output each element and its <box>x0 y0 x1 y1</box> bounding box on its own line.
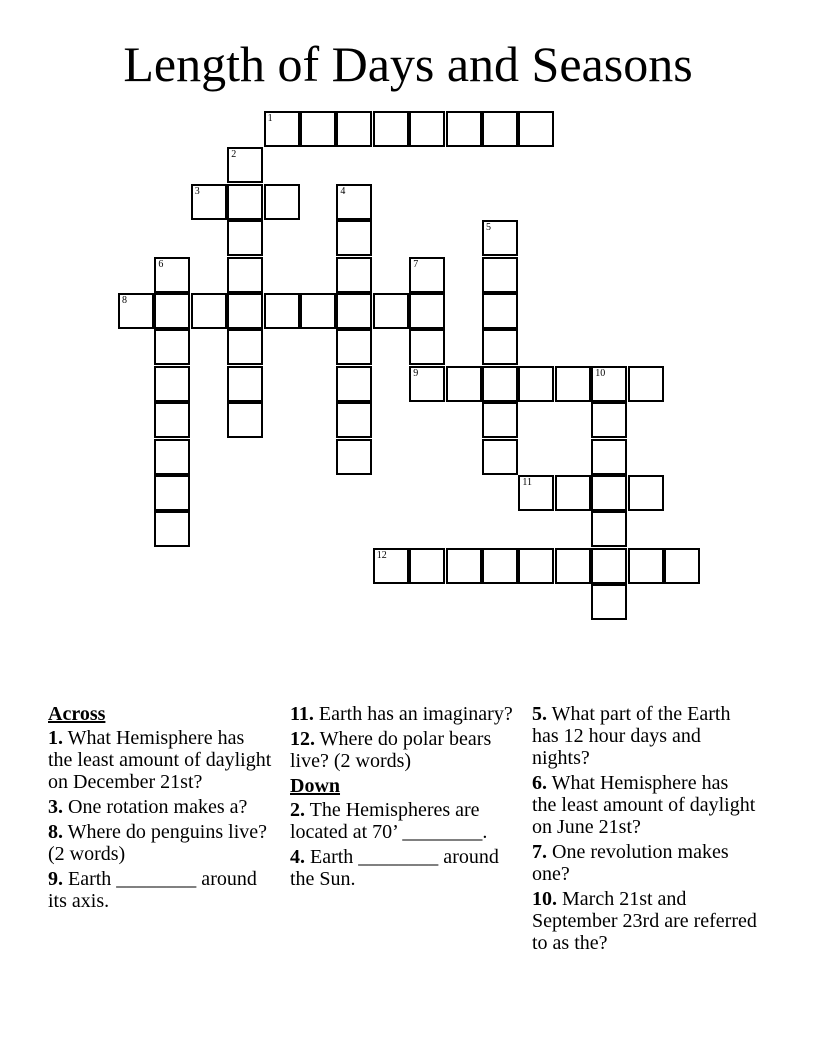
crossword-cell[interactable] <box>446 366 482 402</box>
crossword-cell[interactable] <box>227 402 263 438</box>
clue-item <box>48 868 273 912</box>
crossword-cell[interactable] <box>409 257 445 293</box>
crossword-cell[interactable] <box>264 184 300 220</box>
clue-item-text: Earth ________ around the Sun. <box>290 846 499 890</box>
clue-item-text: Earth ________ around its axis. <box>48 868 257 912</box>
clues-column-2 <box>290 703 515 893</box>
clues-column-1 <box>48 703 273 915</box>
clue-item-text: What Hemisphere has the least amount of daylight on December 21st? <box>48 727 272 793</box>
clue-item <box>532 841 757 885</box>
crossword-cell[interactable] <box>336 184 372 220</box>
crossword-cell[interactable] <box>409 548 445 584</box>
clue-number: 4 <box>340 185 346 197</box>
clue-item-text: What part of the Earth has 12 hour days and nights? <box>532 703 731 769</box>
clue-item-number: 5. <box>532 703 547 725</box>
clue-item-text: The Hemispheres are located at 70’ ________. <box>290 799 488 843</box>
crossword-cell[interactable] <box>482 257 518 293</box>
clue-item-number: 10. <box>532 888 557 910</box>
crossword-cell[interactable] <box>482 548 518 584</box>
clue-item <box>290 846 515 890</box>
crossword-cell[interactable] <box>482 329 518 365</box>
clue-item-number: 9. <box>48 868 63 890</box>
crossword-cell[interactable] <box>336 293 372 329</box>
crossword-cell[interactable] <box>154 475 190 511</box>
clue-item-number: 3. <box>48 796 63 818</box>
crossword-cell[interactable] <box>591 366 627 402</box>
crossword-cell[interactable] <box>409 329 445 365</box>
clue-item-text: One revolution makes one? <box>532 841 729 885</box>
clue-item-number: 12. <box>290 728 315 750</box>
crossword-cell[interactable] <box>154 293 190 329</box>
down-heading: Down <box>290 775 341 797</box>
crossword-cell[interactable] <box>555 366 591 402</box>
crossword-cell[interactable] <box>518 548 554 584</box>
clue-item-text: Where do penguins live? (2 words) <box>48 821 268 865</box>
crossword-cell[interactable] <box>628 475 664 511</box>
clue-item <box>48 727 273 793</box>
crossword-cell[interactable] <box>482 366 518 402</box>
crossword-cell[interactable] <box>227 293 263 329</box>
clues-column-3 <box>532 703 757 957</box>
page-title: Length of Days and Seasons <box>123 36 693 92</box>
crossword-cell[interactable] <box>446 548 482 584</box>
crossword-cell[interactable] <box>227 257 263 293</box>
clue-number: 10 <box>595 367 606 379</box>
crossword-cell[interactable] <box>518 111 554 147</box>
crossword-cell[interactable] <box>591 475 627 511</box>
clue-item <box>48 821 273 865</box>
clue-number: 3 <box>194 185 200 197</box>
crossword-cell[interactable] <box>336 439 372 475</box>
crossword-cell[interactable] <box>446 111 482 147</box>
crossword-cell[interactable] <box>409 111 445 147</box>
clue-number: 2 <box>231 149 237 161</box>
crossword-cell[interactable] <box>373 111 409 147</box>
clue-number: 6 <box>158 258 164 270</box>
clue-number: 5 <box>486 222 491 234</box>
crossword-cell[interactable] <box>154 439 190 475</box>
clue-item <box>532 772 757 838</box>
crossword-cell[interactable] <box>227 184 263 220</box>
crossword-cell[interactable] <box>482 111 518 147</box>
crossword-cell[interactable] <box>482 439 518 475</box>
crossword-cell[interactable] <box>227 329 263 365</box>
clue-number: 9 <box>413 367 419 379</box>
crossword-cell[interactable] <box>518 366 554 402</box>
clue-number: 12 <box>376 549 387 561</box>
crossword-cell[interactable] <box>154 402 190 438</box>
clue-item <box>290 799 515 843</box>
clue-number: 8 <box>122 295 127 306</box>
crossword-cell[interactable] <box>591 402 627 438</box>
clue-item <box>290 703 515 725</box>
clue-item-number: 4. <box>290 846 305 868</box>
clue-item-number: 8. <box>48 821 63 843</box>
crossword-cell[interactable] <box>591 511 627 547</box>
crossword-cell[interactable] <box>591 584 627 620</box>
crossword-cell[interactable] <box>300 111 336 147</box>
clue-item-number: 11. <box>290 703 314 725</box>
crossword-cell[interactable] <box>336 402 372 438</box>
crossword-cell[interactable] <box>628 366 664 402</box>
clue-number: 7 <box>413 258 419 270</box>
clue-item-text: Earth has an imaginary? <box>313 703 513 725</box>
clue-item-number: 7. <box>532 841 547 863</box>
clue-number: 1 <box>267 113 273 124</box>
clue-number: 11 <box>522 477 533 488</box>
crossword-cell[interactable] <box>482 220 518 256</box>
crossword-cell[interactable] <box>409 293 445 329</box>
crossword-cell[interactable] <box>373 548 409 584</box>
clue-item-text: One rotation makes a? <box>63 796 248 818</box>
crossword-cell[interactable] <box>154 257 190 293</box>
crossword-cell[interactable] <box>336 366 372 402</box>
across-heading: Across <box>48 703 106 725</box>
clue-item <box>532 888 757 954</box>
clue-item-number: 2. <box>290 799 305 821</box>
crossword-cell[interactable] <box>482 402 518 438</box>
clue-item <box>290 728 515 772</box>
clue-item-number: 1. <box>48 727 63 749</box>
crossword-cell[interactable] <box>227 220 263 256</box>
crossword-cell[interactable] <box>118 293 154 329</box>
crossword-cell[interactable] <box>591 439 627 475</box>
crossword-cell[interactable] <box>555 548 591 584</box>
crossword-cell[interactable] <box>518 475 554 511</box>
crossword-cell[interactable] <box>336 111 372 147</box>
crossword-cell[interactable] <box>409 366 445 402</box>
crossword-cell[interactable] <box>300 293 336 329</box>
crossword-cell[interactable] <box>628 548 664 584</box>
crossword-cell[interactable] <box>154 329 190 365</box>
clue-item-text: What Hemisphere has the least amount of daylight on June 21st? <box>532 772 756 838</box>
crossword-cell[interactable] <box>373 293 409 329</box>
crossword-cell[interactable] <box>264 293 300 329</box>
crossword-cell[interactable] <box>336 329 372 365</box>
crossword-cell[interactable] <box>336 257 372 293</box>
clue-item <box>48 796 273 818</box>
crossword-cell[interactable] <box>555 475 591 511</box>
crossword-cell[interactable] <box>154 511 190 547</box>
clue-item <box>532 703 757 769</box>
crossword-cell[interactable] <box>664 548 700 584</box>
crossword-cell[interactable] <box>482 293 518 329</box>
crossword-cell[interactable] <box>227 147 263 183</box>
clue-item-number: 6. <box>532 772 547 794</box>
crossword-cell[interactable] <box>264 111 300 147</box>
clue-item-text: March 21st and September 23rd are referred to as the? <box>532 888 757 954</box>
crossword-cell[interactable] <box>191 293 227 329</box>
clue-item-text: Where do polar bears live? (2 words) <box>290 728 492 772</box>
crossword-cell[interactable] <box>154 366 190 402</box>
crossword-cell[interactable] <box>227 366 263 402</box>
crossword-cell[interactable] <box>191 184 227 220</box>
crossword-cell[interactable] <box>336 220 372 256</box>
crossword-cell[interactable] <box>591 548 627 584</box>
